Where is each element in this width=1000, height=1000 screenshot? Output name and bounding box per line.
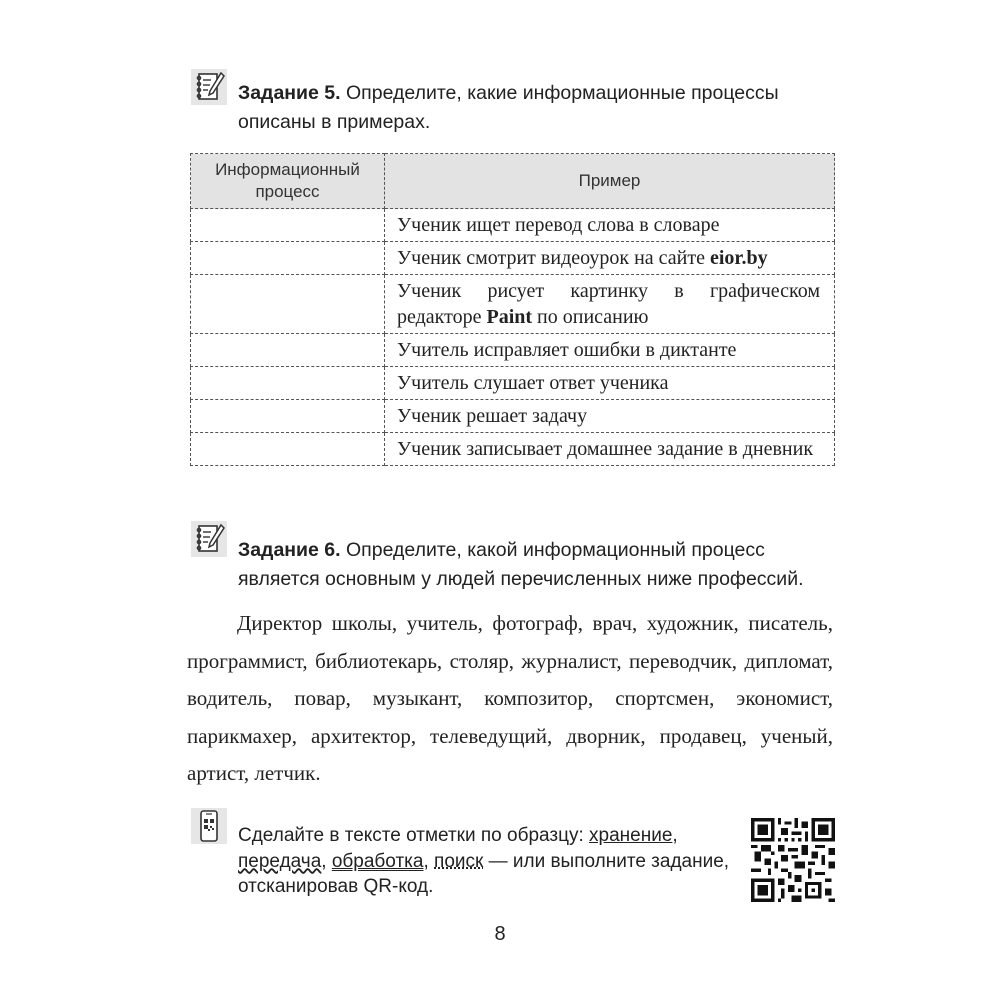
example-text-end: по описанию (532, 306, 649, 328)
notebook-pencil-icon (191, 69, 227, 105)
example-cell: Ученик ищет перевод слова в словаре (385, 209, 835, 242)
example-bold-term: Paint (486, 306, 533, 328)
note-text-end: — или выполните задание, отсканировав QR-код. (238, 850, 730, 897)
task6-text (238, 536, 834, 594)
process-cell[interactable] (191, 209, 385, 242)
task5-text (238, 79, 834, 137)
table-row (191, 334, 835, 367)
notebook-pencil-icon (191, 521, 227, 557)
task6-instruction: Определите, какой информационный процесс является основным у людей перечисленных ниже профессий. (238, 539, 804, 590)
task5-instruction: Определите, какие информационные процессы описаны в примерах. (238, 82, 779, 133)
process-cell[interactable] (191, 242, 385, 275)
table-row (191, 400, 835, 433)
mark-transfer: передача (238, 850, 322, 872)
page-number: 8 (494, 923, 506, 945)
task5-label: Задание 5. (238, 82, 341, 104)
table-row (191, 242, 835, 275)
header-process: Информационный процесс (191, 154, 385, 209)
smartphone-qr-icon (191, 808, 227, 844)
mark-storage: хранение (589, 825, 673, 846)
table-header-row (191, 154, 835, 209)
example-text: Ученик смотрит видеоурок на сайте (397, 247, 710, 269)
professions-paragraph (187, 605, 833, 793)
process-cell[interactable] (191, 400, 385, 433)
process-cell[interactable] (191, 433, 385, 466)
example-text: Ученик рисует картинку в графическом редакторе (397, 280, 820, 328)
process-cell[interactable] (191, 367, 385, 400)
table-row (191, 209, 835, 242)
processes-table (190, 153, 835, 466)
example-cell (385, 275, 835, 334)
qr-instruction: Сделайте в тексте отметки по образцу: хранение, передача, обработка, поиск — или выполните задание, отсканировав QR-код. (238, 825, 730, 897)
header-example: Пример (385, 154, 835, 209)
example-cell (385, 242, 835, 275)
task6-label: Задание 6. (238, 539, 341, 561)
table-row (191, 433, 835, 466)
mark-processing: обработка (331, 850, 424, 872)
mark-search: поиск (434, 850, 484, 872)
example-cell: Ученик решает задачу (385, 400, 835, 433)
table-row (191, 275, 835, 334)
example-cell: Учитель исправляет ошибки в диктанте (385, 334, 835, 367)
note-text: Сделайте в тексте отметки по образцу: (238, 825, 590, 846)
process-cell[interactable] (191, 334, 385, 367)
process-cell[interactable] (191, 275, 385, 334)
table-row (191, 367, 835, 400)
example-cell: Учитель слушает ответ ученика (385, 367, 835, 400)
example-cell: Ученик записывает домашнее задание в дневник (385, 433, 835, 466)
professions-text: Директор школы, учитель, фотограф, врач, художник, писатель, программист, библиотекарь, столяр, журналист, переводчик, дипломат, водитель, повар, музыкант, композитор, спортсмен, экономист, парикмахер, архитектор, телеведущий, дворник, продавец, ученый, артист, летчик. (187, 611, 833, 785)
qr-code[interactable] (751, 818, 835, 902)
example-bold-term: eior.by (709, 247, 768, 269)
